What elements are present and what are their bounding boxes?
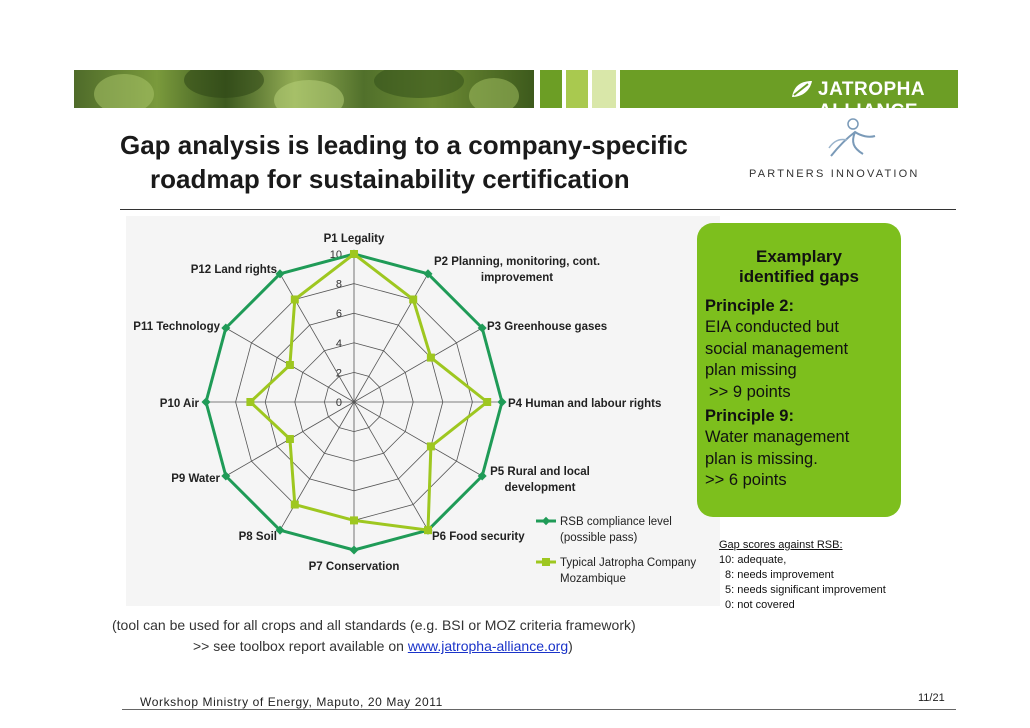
principle-9-text: plan is missing. xyxy=(705,449,818,468)
company-data-point xyxy=(409,295,417,303)
category-label: P1 Legality xyxy=(323,233,385,245)
category-label: P2 Planning, monitoring, cont. improvement xyxy=(433,256,601,284)
score-key-item: 8: needs improvement xyxy=(725,569,834,581)
category-label: P10 Air xyxy=(159,398,199,410)
legend-marker xyxy=(542,558,550,566)
title-line-2: roadmap for sustainability certification xyxy=(150,164,630,194)
radial-tick-label: 10 xyxy=(329,249,342,261)
gaps-title-line-1: Examplary xyxy=(756,247,842,266)
gaps-body xyxy=(705,296,897,492)
radial-tick-label: 6 xyxy=(335,308,342,321)
toolbox-link[interactable]: www.jatropha-alliance.org xyxy=(407,638,569,654)
company-data-point xyxy=(291,295,299,303)
partners-logo xyxy=(735,116,931,192)
radial-tick-label: 8 xyxy=(335,278,342,291)
title-line-1: Gap analysis is leading to a company-specific xyxy=(120,130,688,160)
company-data-point xyxy=(427,442,435,450)
category-label: P5 Rural and local development xyxy=(490,466,590,494)
principle-2-text: social management xyxy=(705,339,849,358)
radial-tick-label: 0 xyxy=(335,397,342,409)
principle-9-text: Water management xyxy=(705,428,850,447)
radial-tick-label: 4 xyxy=(335,337,342,350)
company-data-point xyxy=(350,250,358,258)
leaf-logo-icon xyxy=(790,79,814,99)
footer-text: Workshop Ministry of Energy, Maputo, 20 May 2011 xyxy=(140,695,443,709)
gaps-title xyxy=(697,247,901,287)
score-key-item: 0: not covered xyxy=(725,599,795,611)
company-data-point xyxy=(291,501,299,509)
principle-2-text: EIA conducted but xyxy=(705,318,839,337)
company-data-point xyxy=(286,435,294,443)
category-label: P4 Human and labour rights xyxy=(508,398,662,410)
company-data-point xyxy=(286,361,294,369)
category-label: P12 Land rights xyxy=(190,264,277,276)
category-label: P11 Technology xyxy=(133,321,220,333)
category-label: P3 Greenhouse gases xyxy=(487,321,608,333)
radial-tick-label: 2 xyxy=(335,367,342,380)
toolbox-suffix: ) xyxy=(568,638,573,654)
runner-logo-icon xyxy=(735,116,931,166)
principle-2-text: plan missing xyxy=(705,361,797,380)
category-label: P7 Conservation xyxy=(308,561,400,573)
tool-note: (tool can be used for all crops and all standards (e.g. BSI or MOZ criteria framework) xyxy=(112,617,636,633)
company-data-point xyxy=(483,398,491,406)
gaps-title-line-2: identified gaps xyxy=(739,267,859,286)
identified-gaps-box xyxy=(697,223,901,517)
score-key xyxy=(719,538,886,613)
principle-2-score: >> 9 points xyxy=(709,382,791,401)
category-label: P6 Food security xyxy=(432,531,525,543)
score-key-item: 10: adequate, xyxy=(719,554,787,566)
score-key-heading: Gap scores against RSB: xyxy=(719,539,843,551)
page-number: 11/21 xyxy=(918,692,945,704)
toolbox-note xyxy=(193,636,573,656)
company-data-point xyxy=(424,526,432,534)
principle-9-heading: Principle 9: xyxy=(705,407,794,426)
partners-name: PARTNERS INNOVATION xyxy=(749,168,920,180)
score-key-item: 5: needs significant improvement xyxy=(725,584,886,596)
company-data-point xyxy=(350,516,358,524)
legend-label: Typical Jatropha Company Mozambique xyxy=(560,557,697,585)
principle-2-heading: Principle 2: xyxy=(705,297,794,315)
brand-name: JATROPHA ALLIANCE xyxy=(818,79,925,122)
toolbox-prefix: >> see toolbox report available on xyxy=(193,638,408,654)
principle-9-score: >> 6 points xyxy=(705,471,787,490)
company-data-point xyxy=(427,354,435,362)
footer-divider xyxy=(122,709,956,710)
category-label: P8 Soil xyxy=(238,531,277,543)
category-label: P9 Water xyxy=(171,473,220,485)
legend-label: RSB compliance level (possible pass) xyxy=(560,516,672,544)
company-data-point xyxy=(246,398,254,406)
